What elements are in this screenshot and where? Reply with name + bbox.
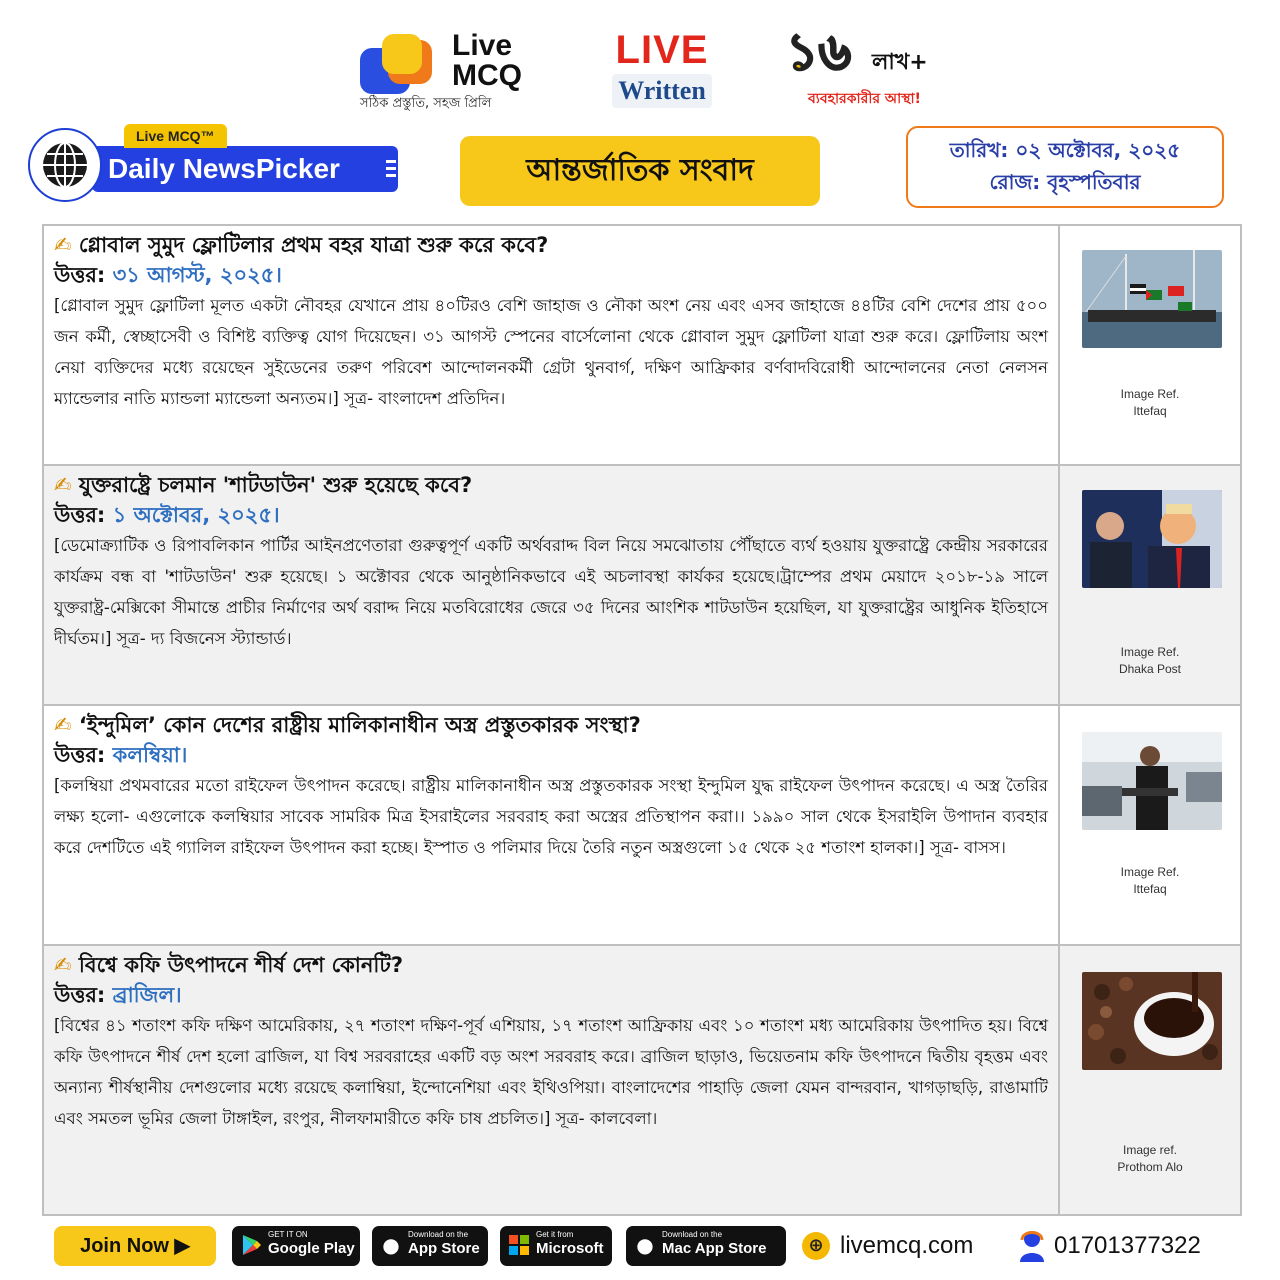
store-big-text: Mac App Store [662,1240,767,1257]
google-play-button[interactable] [232,1226,360,1266]
image-ref-source: Prothom Alo [1117,1160,1183,1174]
store-big-text: Microsoft [536,1240,604,1257]
brand-line2: MCQ [452,59,522,92]
questions-table [42,224,1242,1216]
explanation-text: [বিশ্বের ৪১ শতাংশ কফি দক্ষিণ আমেরিকায়, ২৭ শতাংশ দক্ষিণ-পূর্ব এশিয়ায়, ১৭ শতাংশ আফ্রিকায় এবং ১০ শতাংশ মধ্য আমেরিকায় উৎপাদিত হয়। বিশ্বে কফি উৎপাদনে শীর্ষ দেশ হলো ব্রাজিল, যা বিশ্ব সরবরাহের একটি বড় অংশ সরবরাহ করে। ব্রাজিল ছাড়াও, ভিয়েতনাম কফি উৎপাদনে দ্বিতীয় বৃহত্তম এবং অন্যান্য শীর্ষস্থানীয় দেশগুলোর মধ্যে রয়েছে কলাম্বিয়া, ইন্দোনেশিয়া এবং ইথিওপিয়া। বাংলাদেশের পাহাড়ি জেলা যেমন বান্দরবান, খাগড়াছড়ি, রাঙামাটি এবং সমতল ভূমির জেলা টাঙ্গাইল, রংপুর, নীলফামারীতে কফি চাষ প্রচলিত।] সূত্র- কালবেলা। [54,1016,1048,1128]
image-cell [1060,226,1240,464]
microsoft-store-button[interactable] [500,1226,612,1266]
store-big-text: App Store [408,1240,480,1257]
answer-value: ৩১ আগস্ট, ২০২৫। [112,263,282,287]
image-ref [1060,644,1240,678]
microsoft-icon [508,1234,530,1256]
newspicker-tag: Live MCQ™ [124,124,227,148]
question-text: গ্লোবাল সুমুদ ফ্লোটিলার প্রথম বহর যাত্রা শুরু করে কবে? [78,233,549,257]
question-title [54,950,1048,980]
daily-newspicker-badge [28,124,404,202]
users-number: ১৬ [786,23,851,81]
image-ref [1060,1142,1240,1176]
explanation-text: [কলম্বিয়া প্রথমবারের মতো রাইফেল উৎপাদন করেছে। রাষ্ট্রীয় মালিকানাধীন অস্ত্র প্রস্তুতকারক সংস্থা ইন্দুমিল যুদ্ধ রাইফেল উৎপাদন করেছে। এ অস্ত্র তৈরির লক্ষ্য হলো- এগুলোকে কলম্বিয়ার সাবেক সামরিক মিত্র ইসরাইলের সরবরাহ করা অস্ত্রের প্রতিস্থাপন করা।। ১৯৯০ সাল থেকে ইসরাইলি উপাদান ব্যবহার করে দেশটিতে এই গ্যালিল রাইফেল উৎপাদন করা হচ্ছে। ইস্পাত ও পলিমার দিয়ে তৈরি নতুন অস্ত্রগুলো ১৫ থেকে ২৫ শতাংশ হালকা।] সূত্র- বাসস। [54,776,1048,857]
answer-label: উত্তর: [54,983,106,1007]
question-title [54,230,1048,260]
answer-label: উত্তর: [54,263,106,287]
store-big-text: Google Play [268,1240,355,1257]
date-box [906,126,1224,208]
store-small-text: Get it from [536,1230,574,1239]
google-play-icon [240,1234,262,1256]
users-unit: লাখ+ [872,50,928,75]
store-small-text: GET IT ON [268,1230,308,1239]
image-cell [1060,466,1240,704]
question-title [54,470,1048,500]
image-ref-label: Image Ref. [1120,865,1180,879]
answer-label: উত্তর: [54,743,106,767]
store-small-text: Download on the [662,1230,723,1239]
answer-label: উত্তর: [54,503,106,527]
section-title: আন্তর্জাতিক সংবাদ [460,136,820,206]
image-cell [1060,706,1240,944]
writing-hand-icon: ✍ [54,953,72,977]
answer-line [54,740,1048,770]
coffee-cup-photo [1082,972,1222,1070]
image-ref-label: Image Ref. [1120,645,1180,659]
globe-icon [28,128,102,202]
app-store-button[interactable] [372,1226,488,1266]
newspicker-title: Daily NewsPicker [108,153,340,184]
image-ref-source: Ittefaq [1133,404,1167,418]
live-label: LIVE [615,28,709,72]
question-title [54,710,1048,740]
image-cell [1060,946,1240,1214]
livemcq-brand [360,30,560,120]
livemcq-logo-icon [360,34,440,96]
question-row [44,226,1240,466]
question-text: ‘ইন্দুমিল’ কোন দেশের রাষ্ট্রীয় মালিকানাধীন অস্ত্র প্রস্তুতকারক সংস্থা? [78,713,641,737]
question-row [44,466,1240,706]
question-cell [44,946,1060,1214]
flotilla-ships-photo [1082,250,1222,348]
explanation-text: [ডেমোক্র্যাটিক ও রিপাবলিকান পার্টির আইনপ্রণেতারা গুরুত্বপূর্ণ একটি অর্থবরাদ্দ বিল নিয়ে সমঝোতায় পৌঁছাতে ব্যর্থ হওয়ায় যুক্তরাষ্ট্রে কেন্দ্রীয় সরকারের কার্যক্রম বন্ধ বা 'শাটডাউন' শুরু হয়েছে। ১ অক্টোবর থেকে আনুষ্ঠানিকভাবে এই অচলাবস্থা কার্যকর হয়েছে।ট্রাম্পের প্রথম মেয়াদে ২০১৮-১৯ সালে যুক্তরাষ্ট্র-মেক্সিকো সীমান্তে প্রাচীর নির্মাণের অর্থ বরাদ্দ নিয়ে মতবিরোধের জেরে ৩৫ দিনের আংশিক শাটডাউন হয়েছিল, যা যুক্তরাষ্ট্রের আধুনিক ইতিহাসে দীর্ঘতম।] সূত্র- দ্য বিজনেস স্ট্যান্ডার্ড। [54,536,1048,648]
image-ref [1060,386,1240,420]
image-ref [1060,864,1240,898]
brand-line1: Live [452,29,513,62]
question-row [44,946,1240,1214]
question-cell [44,706,1060,944]
support-agent-icon [1016,1228,1048,1262]
answer-line [54,500,1048,530]
explanation-text: [গ্লোবাল সুমুদ ফ্লোটিলা মূলত একটা নৌবহর যেখানে প্রায় ৪০টিরও বেশি জাহাজ ও নৌকা অংশ নেয় এবং এসব জাহাজে ৪৪টির বেশি দেশের প্রায় ৫০০ জন কর্মী, স্বেচ্ছাসেবী ও বিশিষ্ট ব্যক্তিত্ব যোগ দিয়েছেন। ৩১ আগস্ট স্পেনের বার্সেলোনা থেকে গ্লোবাল সুমুদ ফ্লোটিলা যাত্রা শুরু করে। ফ্লোটিলায় অংশ নেয়া ব্যক্তিদের মধ্যে রয়েছেন সুইডেনের তরুণ পরিবেশ আন্দোলনকর্মী গ্রেটা থুনবার্গ, দক্ষিণ আফ্রিকার বর্ণবাদবিরোধী আন্দোলনের নেতা নেলসন ম্যান্ডেলার নাতি ম্যান্ডলা ম্যান্ডেলা অন্যতম।] সূত্র- বাংলাদেশ প্রতিদিন। [54,296,1048,408]
image-ref-label: Image Ref. [1120,387,1180,401]
writing-hand-icon: ✍ [54,473,72,497]
question-cell [44,466,1060,704]
phone-number[interactable]: 01701377322 [1054,1232,1201,1259]
apple-icon: ● [636,1233,654,1257]
globe-icon: ⊕ [802,1232,830,1260]
question-text: বিশ্বে কফি উৎপাদনে শীর্ষ দেশ কোনটি? [78,953,404,977]
live-written-logo [612,28,712,118]
join-now-button[interactable]: Join Now ▶ [54,1226,216,1266]
question-cell [44,226,1060,464]
question-text: যুক্তরাষ্ট্রে চলমান 'শাটডাউন' শুরু হয়েছে কবে? [78,473,473,497]
image-ref-source: Dhaka Post [1118,662,1182,676]
mac-app-store-button[interactable] [626,1226,786,1266]
us-leaders-photo [1082,490,1222,588]
answer-value: ব্রাজিল। [112,983,182,1007]
date-line: তারিখ: ০২ অক্টোবর, ২০২৫ [949,138,1181,162]
answer-value: ১ অক্টোবর, ২০২৫। [112,503,280,527]
apple-icon: ● [382,1233,400,1257]
users-subtitle: ব্যবহারকারীর আস্থা! [808,91,921,107]
image-ref-label: Image ref. [1122,1143,1178,1157]
answer-line [54,260,1048,290]
rifle-factory-photo [1082,732,1222,830]
image-ref-source: Ittefaq [1133,882,1167,896]
day-line: রোজ: বৃহস্পতিবার [989,170,1141,194]
writing-hand-icon: ✍ [54,713,72,737]
website-link[interactable]: livemcq.com [840,1232,974,1259]
writing-hand-icon: ✍ [54,233,72,257]
store-small-text: Download on the [408,1230,469,1239]
written-label: Written [612,74,712,108]
question-row [44,706,1240,946]
footer [54,1224,1234,1270]
answer-line [54,980,1048,1010]
users-badge [786,24,986,116]
answer-value: কলম্বিয়া। [112,743,188,767]
menu-lines-icon [386,160,396,181]
brand-tagline: সঠিক প্রস্তুতি, সহজ প্রিলি [360,96,492,111]
